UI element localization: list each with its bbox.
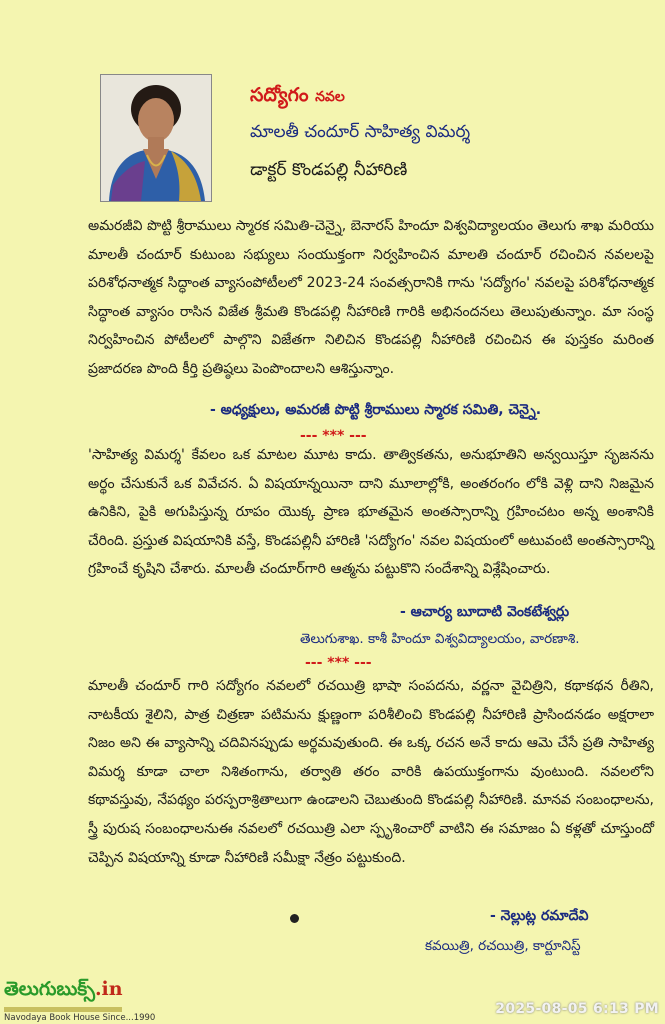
logo-strip [4,1007,122,1012]
book-subtitle: మాలతీ చందూర్ సాహిత్య విమర్శ [250,122,471,142]
affiliation-2: తెలుగుశాఖ. కాశీ హిందూ విశ్వవిద్యాలయం, వారణాశి. [300,631,580,647]
book-title [250,84,345,111]
title-tag: నవల [315,89,345,105]
separator-1: --- *** --- [300,428,367,444]
separator-2: --- *** --- [305,655,372,671]
author-name: డాక్టర్ కొండపల్లి నీహారిణి [250,160,408,180]
review-paragraph-2 [88,441,654,584]
paragraph-text: మాలతీ చందూర్ గారి సద్యోగం నవలలో రచయిత్రి భాషా సంపదను, వర్ణనా వైచిత్రిని, కథాకథన రీతిని, నాటకీయ శైలిని, పాత్ర చిత్రణా పటిమను క్షుణ్ణంగా పరిశీలించి కొండపల్లి నీహారిణి ప్రాసిందనడం అక్షరాలా నిజం అని ఈ వ్యాసాన్ని చదివినప్పుడు అర్థమవుతుంది. ఈ ఒక్క రచన అనే కాదు ఆమె చేసే ప్రతి సాహిత్య విమర్శ కూడా చాలా నిశితంగాను, తర్వాతి తరం వారికి ఉపయుక్తంగాను వుంటుంది. నవలలోని కథావస్తువు, నేపథ్యం పరస్పరాశ్రితాలుగా ఉండాలని చెబుతుంది కొండపల్లి నీహారిణి. మానవ సంబంధాలను, స్త్రీ పురుష సంబంధాలనుఈ నవలలో రచయిత్రి ఎలా స్పృశించారో వాటిని ఈ సమాజం ఏ కళ్లతో చూస్తుందో చెప్పిన విషయాన్ని కూడా నీహారిణి సమీక్షా నేత్రం పట్టుకుంది. [88,678,654,866]
logo-telugu-text: తెలుగుబుక్స్ [4,978,95,1000]
signature-1: - అధ్యక్షులు, అమరజీ పొట్టి శ్రీరాములు స్మారక సమితి, చెన్నై. [210,402,542,418]
telugubooks-logo [4,978,155,1023]
paragraph-text: అమరజీవి పొట్టి శ్రీరాములు స్మారక సమితి-చెన్నై, బెనారస్ హిందూ విశ్వవిద్యాలయం తెలుగు శాఖ మరియు మాలతీ చందూర్ కుటుంబ సభ్యులు సంయుక్తంగా నిర్వహించిన మాలతి చందూర్ రచించిన నవలలపై పరిశోధనాత్మక సిద్ధాంత వ్యాసంపోటీలలో 2023-24 సంవత్సరానికి గాను 'సద్యోగం' నవలపై పరిశోధనాత్మక సిద్ధాంత వ్యాసం రాసిన విజేత శ్రీమతి కొండపల్లి నీహారిణి గారికి అభినందనలు తెలుపుతున్నాం. మా సంస్థ నిర్వహించిన పోటీలలో పాల్గొని విజేతగా నిలిచిన కొండపల్లి నీహారిణి రచించిన ఈ పుస్తకం మరింత ప్రజాదరణ పొంది కీర్తి ప్రతిష్ఠలు పెంపొందాలని ఆశిస్తున్నాం. [88,218,654,377]
title-text: సద్యోగం [250,84,309,106]
affiliation-3: కవయిత్రి, రచయిత్రి, కార్టూనిస్ట్ [425,938,581,954]
author-photo [100,74,212,202]
signature-2: - ఆచార్య బూదాటి వెంకటేశ్వర్లు [400,604,570,620]
timestamp-overlay: 2025-08-05 6:13 PM [495,1001,659,1017]
signature-3: - నెల్లుట్ల రమాదేవి [490,908,589,924]
review-paragraph-3 [88,672,654,872]
review-paragraph-1 [88,212,654,384]
logo-suffix: .in [94,978,123,1000]
logo-tagline: Navodaya Book House Since...1990 [4,1013,156,1023]
paragraph-text: 'సాహిత్య విమర్శ' కేవలం ఒక మాటల మూట కాదు. తాత్వికతను, అనుభూతిని అన్వయిస్తూ సృజనను అర్థం చేసుకునే ఒక వివేచన. ఏ విషయాన్నయినా దాని మూలాల్లోకి, అంతరంగం లోకి వెళ్లి దాని నిజమైన ఉనికిని, పైకి అగుపిస్తున్న రూపం యొక్క ప్రాణ భూతమైన అంతస్సారాన్ని గ్రహించటం అన్న అంశానికి చేరింది. ప్రస్తుత విషయానికి వస్తే, కొండపల్లినీ హారిణి 'సద్యోగం' నవల విషయంలో అటువంటి అంతస్సారాన్ని గ్రహించే కృషిని చేశారు. మాలతీ చందూర్‌గారి ఆత్మను పట్టుకొని సందేశాన్ని విశ్లేషించారు. [88,447,654,578]
ornament-dot [290,914,299,923]
